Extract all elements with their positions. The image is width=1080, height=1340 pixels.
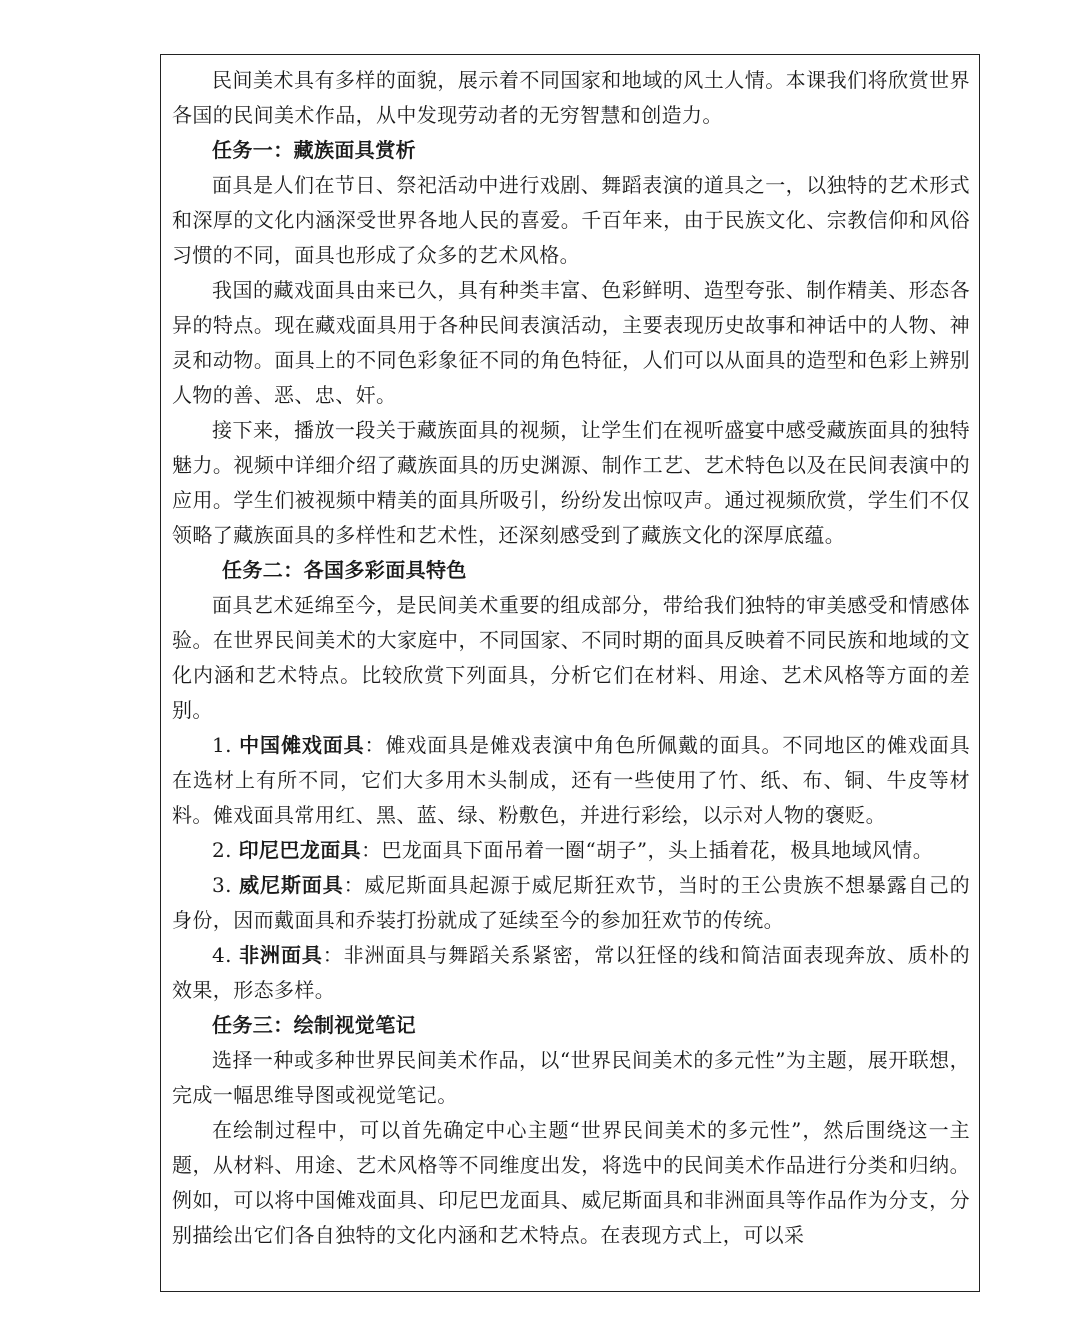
task1-heading: 任务一：藏族面具赏析 — [212, 138, 416, 162]
mask-list-item-2 — [172, 833, 970, 868]
mask-term-barong: 印尼巴龙面具 — [238, 838, 362, 862]
task1-paragraph-2: 我国的藏戏面具由来已久，具有种类丰富、色彩鲜明、造型夸张、制作精美、形态各异的特点。现在藏戏面具用于各种民间表演活动，主要表现历史故事和神话中的人物、神灵和动物。面具上的不同色彩象征不同的角色特征，人们可以从面具的造型和色彩上辨别人物的善、恶、忠、奸。 — [172, 278, 970, 407]
task3-paragraph-2: 在绘制过程中，可以首先确定中心主题“世界民间美术的多元性”，然后围绕这一主题，从材料、用途、艺术风格等不同维度出发，将选中的民间美术作品进行分类和归纳。例如，可以将中国傩戏面具、印尼巴龙面具、威尼斯面具和非洲面具等作品作为分支，分别描绘出它们各自独特的文化内涵和艺术特点。在表现方式上，可以采 — [172, 1118, 970, 1247]
mask-term-nuoxi: 中国傩戏面具 — [239, 733, 365, 757]
list-number: 4. — [212, 943, 232, 967]
task1-paragraph-3: 接下来，播放一段关于藏族面具的视频，让学生们在视听盛宴中感受藏族面具的独特魅力。视频中详细介绍了藏族面具的历史渊源、制作工艺、艺术特色以及在民间表演中的应用。学生们被视频中精美的面具所吸引，纷纷发出惊叹声。通过视频欣赏，学生们不仅领略了藏族面具的多样性和艺术性，还深刻感受到了藏族文化的深厚底蕴。 — [172, 418, 970, 547]
document-body — [172, 63, 970, 1253]
mask-term-venice: 威尼斯面具 — [239, 873, 344, 897]
mask-list-item-4 — [172, 938, 970, 1008]
mask-description: ：傩戏面具是傩戏表演中角色所佩戴的面具。不同地区的傩戏面具在选材上有所不同，它们大多用木头制成，还有一些使用了竹、纸、布、铜、牛皮等材料。傩戏面具常用红、黑、蓝、绿、粉敷色，并进行彩绘，以示对人物的褒贬。 — [172, 733, 970, 827]
list-number: 1. — [212, 733, 232, 757]
task3-heading: 任务三：绘制视觉笔记 — [212, 1013, 416, 1037]
mask-list-item-3 — [172, 868, 970, 938]
mask-description: ：巴龙面具下面吊着一圈“胡子”，头上插着花，极具地域风情。 — [361, 838, 934, 862]
mask-description: ：非洲面具与舞蹈关系紧密，常以狂怪的线和简洁面表现奔放、质朴的效果，形态多样。 — [172, 943, 971, 1002]
intro-paragraph: 民间美术具有多样的面貌，展示着不同国家和地域的风土人情。本课我们将欣赏世界各国的民间美术作品，从中发现劳动者的无穷智慧和创造力。 — [172, 68, 970, 127]
mask-term-africa: 非洲面具 — [239, 943, 323, 967]
mask-description: ：威尼斯面具起源于威尼斯狂欢节，当时的王公贵族不想暴露自己的身份，因而戴面具和乔装打扮就成了延续至今的参加狂欢节的传统。 — [172, 873, 971, 932]
document-frame — [160, 54, 980, 1292]
list-number: 3. — [212, 873, 232, 897]
task2-paragraph: 面具艺术延绵至今，是民间美术重要的组成部分，带给我们独特的审美感受和情感体验。在世界民间美术的大家庭中，不同国家、不同时期的面具反映着不同民族和地域的文化内涵和艺术特点。比较欣赏下列面具，分析它们在材料、用途、艺术风格等方面的差别。 — [172, 593, 970, 722]
task2-heading: 任务二：各国多彩面具特色 — [222, 558, 467, 582]
task3-paragraph-1: 选择一种或多种世界民间美术作品，以“世界民间美术的多元性”为主题，展开联想，完成一幅思维导图或视觉笔记。 — [172, 1048, 970, 1107]
task1-paragraph-1: 面具是人们在节日、祭祀活动中进行戏剧、舞蹈表演的道具之一，以独特的艺术形式和深厚的文化内涵深受世界各地人民的喜爱。千百年来，由于民族文化、宗教信仰和风俗习惯的不同，面具也形成了众多的艺术风格。 — [172, 173, 970, 267]
list-number: 2. — [212, 838, 232, 862]
mask-list-item-1 — [172, 728, 970, 833]
